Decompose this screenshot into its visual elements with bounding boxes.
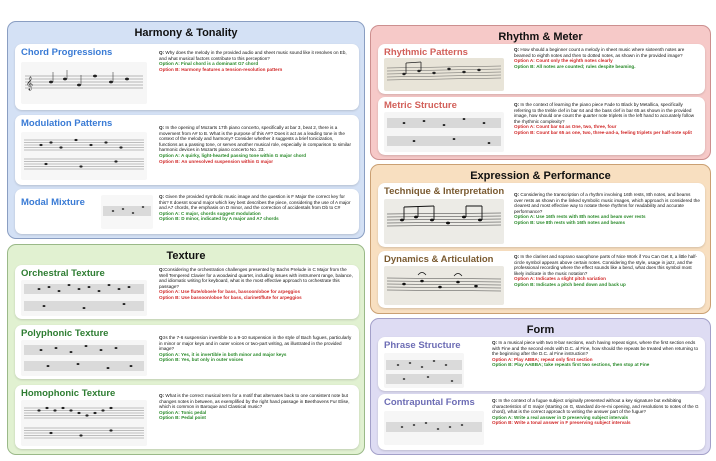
card-title: Chord Progressions [21,47,113,58]
card-phrase-structure[interactable] [378,337,705,391]
question-block: Q: How should a beginner count a melody in sheet music where sixteenth notes are beamed to eighth notes and then to dotted notes, as shown in the provided image? Option A: Count only the eighth notes clearly Option B: All notes are counted; rules despite beaming. [514,47,685,69]
card-metric-structure[interactable] [378,97,705,155]
card-title: Metric Structure [384,100,457,111]
sheet-music-image [384,353,464,388]
rhythm-section [370,25,711,160]
sheet-music-image [101,195,153,229]
question-block: Q: In the clarinet and soprano saxophone parts of Nice Work if You Can Get It, a little half-circle symbol appears above certain notes. Considering the style, usage in jazz, and the professional recording where the effect sounds like a bend, what does this symbol most likely indicate in the music notation? Option A: Indicates a slight pitch variation Option B: Indicates a pitch bend down and back up [514,254,698,287]
question-block: Q: Considering the transcription of a rhythm involving 16th rests, 8th notes, and beams over rests as shown in the linked symbolic music images, which approach is considered the clearest and most effective way to notate these rhythms for readability and accurate performance? Option A: Use 16th rests with 8th notes and beam over rests Option B: Use 8th rests with 16th notes and beams [514,192,700,225]
card-title: Modal Mixture [21,197,85,208]
form-title: Form [526,324,555,336]
card-title: Technique & Interpretation [384,186,505,197]
texture-section [7,244,365,455]
card-contrapuntal-forms[interactable] [378,394,705,450]
question-block: Q: Why does the melody in the provided audio and sheet music sound like it resolves on Eb, and what musical factors contribute to this perception? Option A: Final chord is a dominant G7 chord Option B: Harmony features a tension-resolution pattern [159,50,347,72]
question-block: Q:Is the 7-6 suspension invertible to a 9-10 suspension in the style of Bach fugues, particularly in minor or major keys and in outer voices or two-part writing, as illustrated in the provided image? Option A: Yes, it is invertible in both minor and major keys Option B: Yes, but only in outer voices [159,335,352,363]
harmony-title: Harmony & Tonality [134,27,238,39]
texture-title: Texture [166,250,206,262]
card-modal-mixture[interactable] [15,189,359,234]
card-title: Contrapuntal Forms [384,397,475,408]
question-block: Q: In the opening of Mozarts 17th piano concerto, specifically at bar 3, beat 2, there is a movement from A# to B. What is the purpose of this A#? Does it act as a leading tone in the context of the melody and harmony? Consider whether it suggests a brief tonicization, functions as a passing tone, or serves another musical role, especially in comparison to similar harmonic devices in Mozarts piano concerto No. 23. Option A: A quirky, light-hearted passing tone within G major chord Option B: An unresolved suspension within G major [159,125,352,164]
card-rhythmic-patterns[interactable] [378,44,705,94]
card-technique-interpretation[interactable] [378,183,705,247]
sheet-music-image [21,132,147,180]
card-modulation-patterns[interactable] [15,115,359,185]
sheet-music-image [384,58,504,91]
question-block: Q: Given the provided symbolic music image and the question is F Major the correct key for this? It doesnt sound major which key best describes the piece, considering the use of A major and A7 chords, the emphasis on D minor, and the correction of accidentals from Db to C# Option A: C major, chords suggest modulation Option B: D minor, indicated by A major and A7 chords [159,194,351,222]
sheet-music-image [21,280,147,316]
sheet-music-image [384,411,484,445]
sheet-music-image [21,62,147,104]
card-title: Orchestral Texture [21,268,105,279]
sheet-music-image [21,400,147,446]
card-title: Dynamics & Articulation [384,254,494,265]
card-title: Polyphonic Texture [21,328,109,339]
rhythm-title: Rhythm & Meter [498,31,583,43]
sheet-music-image [21,340,147,376]
sheet-music-image [384,112,504,152]
card-orchestral-texture[interactable] [15,265,359,319]
question-block: Q: In the context of learning the piano piece Fade to Black by Metallica, specifically referring to the treble clef in bar 64 and the bass clef in bar 65 as shown in the provided image, how should one count the quarter note triplets in the left hand to accurately follow the rhythmic complexity? Option A: Count bar 64 as One, two, three, four Option B: Count bar 65 as one, two, three-and-a, feeling triplets per half-note split [514,102,695,135]
harmony-section [7,21,365,239]
card-title: Modulation Patterns [21,118,113,129]
card-homophonic-texture[interactable] [15,385,359,449]
card-title: Phrase Structure [384,340,461,351]
card-title: Rhythmic Patterns [384,47,468,58]
card-chord-progressions[interactable] [15,44,359,110]
card-polyphonic-texture[interactable] [15,325,359,379]
question-block: Q:Considering the orchestration challenges presented by Bachs Prelude in C Major from the Well Tempered Clavier for a woodwind quartet, including issues with instrument range, balance, and idiomatic writing for keyboard, what is the most effective approach to orchestrate this passage? Option A: Use flute/oboe/e for bass, bassoon/oboe for arpeggios Option B: Use bassoon/oboe for bass, clarinet/flute for arpeggios [159,267,353,300]
card-dynamics-articulation[interactable] [378,251,705,308]
question-block: Q: What is the correct musical term for a motif that alternates back to one consistent note but changes notes in between, as exemplified by the right hand passage in Beethovens Fur Elise, which is common in Baroque and Classical music? Option A: Tonic pedal Option B: Pedal point [159,393,350,421]
expression-title: Expression & Performance [470,170,611,182]
card-title: Homophonic Texture [21,388,116,399]
question-block: Q: In a musical piece with two 8-bar sections, each having repeat signs, where the first section ends with Fine and the second ends with D.C. al Fine, how should the repeats be treated when returning to the beginning after the D.C. al Fine instruction? Option A: Play ABBA; repeat only first section Option B: Play AABBA; take repeats first two sections, then stop at Fine [492,340,699,368]
question-block: Q: In the context of a fugue subject originally presented without a key signature but exhibiting characteristics of G major (starting on G, standard do-re-mi opening, and resolutions to notes of the G chord), what is the correct approach to writing the answer part of the fugue? Option A: Write a real answer in D preserving subject intervals Option B: Write a tonal answer in F preserving subject intervals [492,398,699,426]
expression-section [370,164,711,314]
form-section [370,318,711,455]
sheet-music-image [384,199,504,244]
sheet-music-image [384,266,504,305]
svg-text:𝄞: 𝄞 [26,76,34,90]
